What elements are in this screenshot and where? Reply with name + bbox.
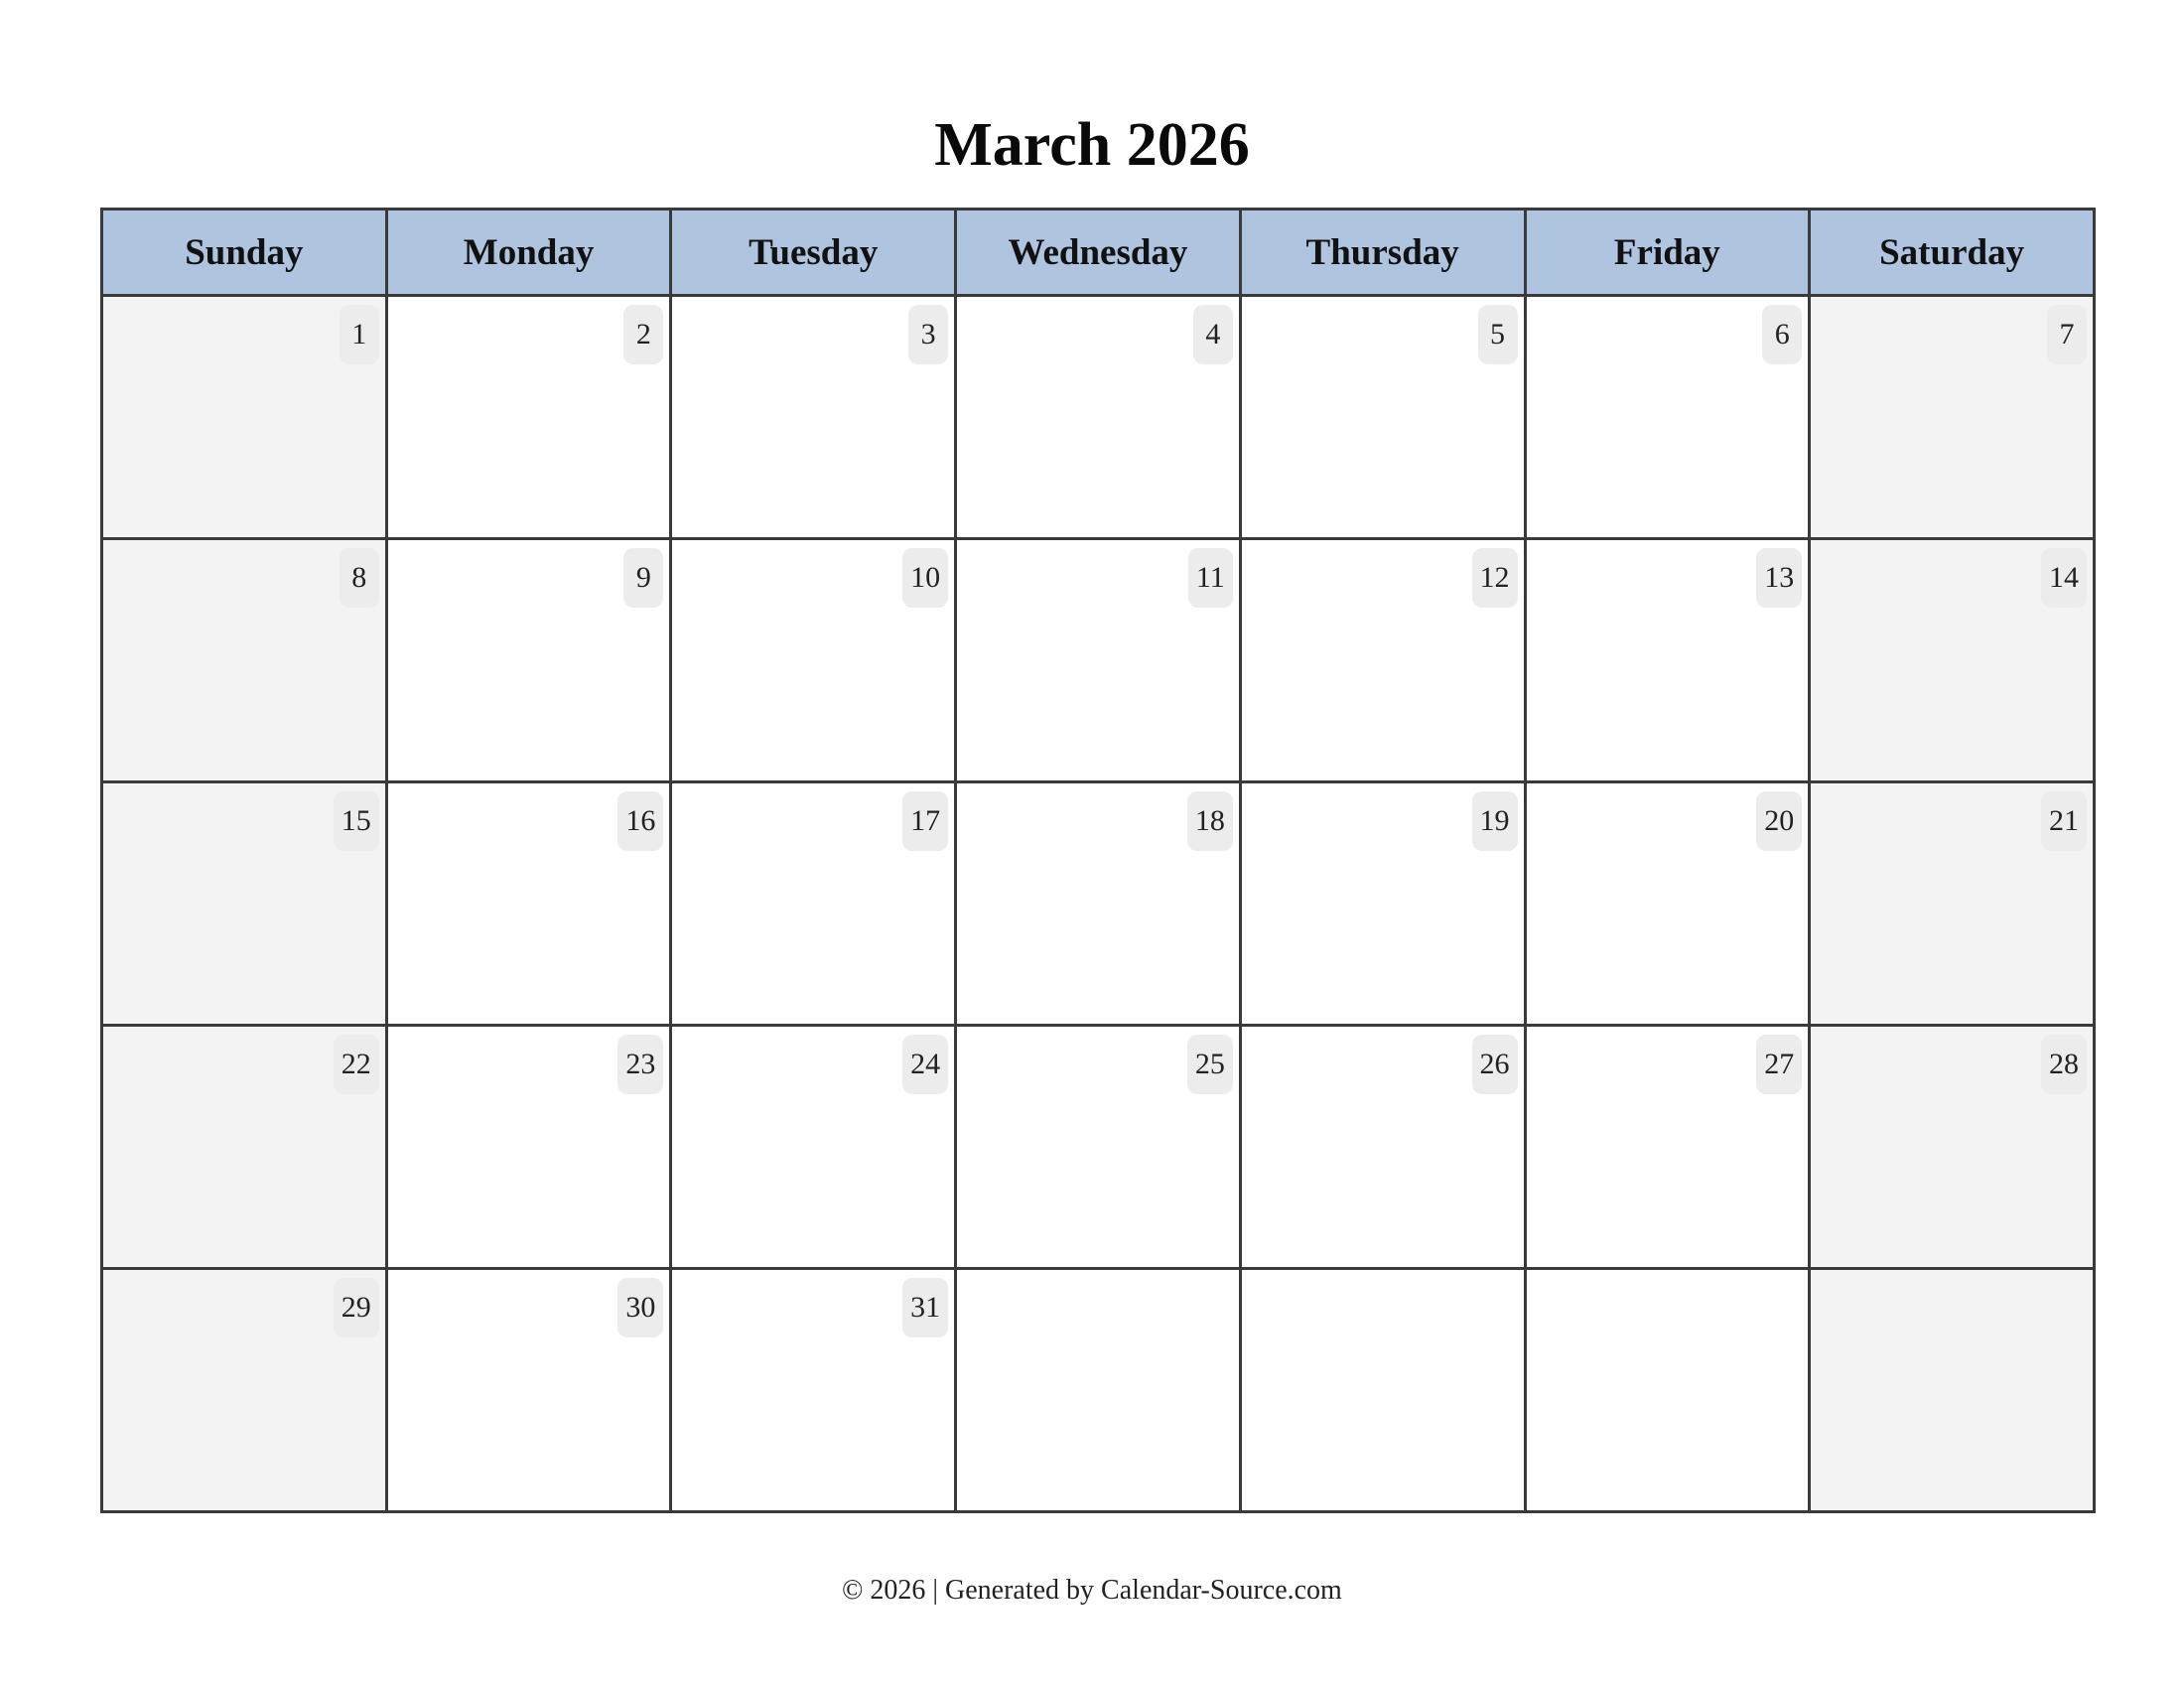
- day-number: 29: [334, 1278, 379, 1337]
- day-number: 14: [2041, 548, 2087, 608]
- day-number: 20: [1756, 791, 1802, 851]
- day-number: 2: [623, 305, 663, 364]
- day-number: 22: [334, 1035, 379, 1094]
- day-cell: [1810, 539, 2095, 782]
- footer-credit: © 2026 | Generated by Calendar-Source.com: [842, 1575, 1342, 1606]
- day-cell: [1525, 782, 1810, 1026]
- week-row: [102, 296, 2095, 539]
- day-number: 7: [2047, 305, 2087, 364]
- day-number: 27: [1756, 1035, 1802, 1094]
- day-number: 4: [1193, 305, 1233, 364]
- day-number: 19: [1472, 791, 1518, 851]
- day-cell: [956, 1026, 1241, 1269]
- day-number: 8: [340, 548, 379, 608]
- day-cell: [956, 296, 1241, 539]
- weekday-header-friday: Friday: [1525, 210, 1810, 296]
- calendar-grid: [100, 208, 2096, 1513]
- day-cell: [1240, 539, 1525, 782]
- day-cell: [1525, 296, 1810, 539]
- day-cell: [1525, 539, 1810, 782]
- day-cell: [102, 1269, 387, 1512]
- day-number: 13: [1756, 548, 1802, 608]
- weekday-header-saturday: Saturday: [1810, 210, 2095, 296]
- day-cell: [386, 539, 671, 782]
- day-number: 25: [1187, 1035, 1233, 1094]
- day-cell: [1240, 782, 1525, 1026]
- day-cell: [956, 782, 1241, 1026]
- day-cell: [1525, 1269, 1810, 1512]
- page-title: March 2026: [934, 111, 1250, 179]
- day-cell: [1810, 1026, 2095, 1269]
- day-cell: [671, 1026, 956, 1269]
- day-cell: [386, 782, 671, 1026]
- day-cell: [671, 296, 956, 539]
- day-number: 24: [902, 1035, 948, 1094]
- day-cell: [671, 782, 956, 1026]
- day-cell: [102, 539, 387, 782]
- day-cell: [102, 1026, 387, 1269]
- day-number: 5: [1478, 305, 1518, 364]
- weekday-header-sunday: Sunday: [102, 210, 387, 296]
- weekday-header-thursday: Thursday: [1240, 210, 1525, 296]
- day-cell: [386, 1026, 671, 1269]
- day-cell: [1810, 1269, 2095, 1512]
- day-number: 30: [617, 1278, 663, 1337]
- day-number: 26: [1472, 1035, 1518, 1094]
- week-row: [102, 1269, 2095, 1512]
- weekday-header-monday: Monday: [386, 210, 671, 296]
- day-number: 23: [617, 1035, 663, 1094]
- day-cell: [1525, 1026, 1810, 1269]
- day-number: 17: [902, 791, 948, 851]
- day-number: 10: [902, 548, 948, 608]
- day-cell: [386, 1269, 671, 1512]
- day-number: 12: [1472, 548, 1518, 608]
- day-cell: [1240, 1026, 1525, 1269]
- week-row: [102, 1026, 2095, 1269]
- day-cell: [1240, 296, 1525, 539]
- day-cell: [671, 1269, 956, 1512]
- day-number: 1: [340, 305, 379, 364]
- week-row: [102, 782, 2095, 1026]
- day-number: 28: [2041, 1035, 2087, 1094]
- day-number: 18: [1187, 791, 1233, 851]
- weekday-header-tuesday: Tuesday: [671, 210, 956, 296]
- day-cell: [1810, 296, 2095, 539]
- weekday-header-wednesday: Wednesday: [956, 210, 1241, 296]
- weekday-header-row: [102, 210, 2095, 296]
- day-number: 21: [2041, 791, 2087, 851]
- day-number: 11: [1188, 548, 1233, 608]
- day-number: 6: [1762, 305, 1802, 364]
- day-cell: [956, 1269, 1241, 1512]
- day-number: 16: [617, 791, 663, 851]
- day-cell: [956, 539, 1241, 782]
- day-cell: [386, 296, 671, 539]
- day-cell: [102, 296, 387, 539]
- day-cell: [1810, 782, 2095, 1026]
- day-number: 9: [623, 548, 663, 608]
- day-cell: [1240, 1269, 1525, 1512]
- day-cell: [102, 782, 387, 1026]
- day-cell: [671, 539, 956, 782]
- day-number: 31: [902, 1278, 948, 1337]
- day-number: 15: [334, 791, 379, 851]
- week-row: [102, 539, 2095, 782]
- day-number: 3: [908, 305, 948, 364]
